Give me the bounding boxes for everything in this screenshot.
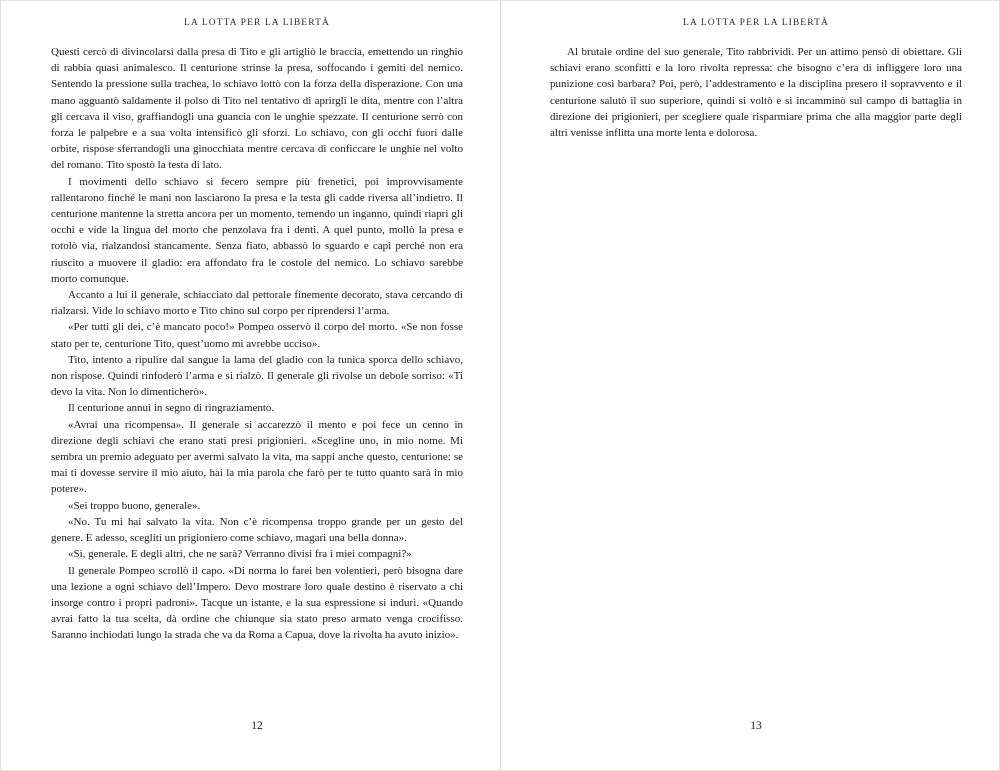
page-text-left	[51, 44, 463, 644]
paragraph: «Sì, generale. E degli altri, che ne sarà? Verranno divisi fra i miei compagni?»	[68, 548, 412, 561]
paragraph: «Avrai una ricompensa». Il generale si accarezzò il mento e poi fece un cenno in direzione degli schiavi che erano stati presi prigionieri. «Scegline uno, in mio nome. Mi sembra un premio adeguato per avermi salvato la vita, ma sappi anche questo, centurione: se mai ti dovesse servire il mio aiuto, hai la mia parola che farò per te tutto quanto sarà in mio potere».	[51, 418, 463, 496]
paragraph: «No. Tu mi hai salvato la vita. Non c’è ricompensa troppo grande per un gesto del genere. E adesso, scegliti un prigioniero come schiavo, magari una bella donna».	[51, 515, 463, 545]
running-header-left: LA LOTTA PER LA LIBERTÀ	[184, 18, 330, 28]
paragraph: Questi cercò di divincolarsi dalla presa di Tito e gli artigliò le braccia, emettendo un ringhio di rabbia quasi animalesco. Il centurione strinse la presa, soffocando i gemiti del nemico. Sentendo la pressione sulla trachea, lo schiavo lottò con la forza della disperazione. Con una mano agguantò saldamente il polso di Tito nel tentativo di aprirgli le dita, mentre con l’altra gli cercava il viso, graffiandogli una guancia con le unghie spezzate. Il centurione serrò con forza le palpebre e a sua volta intensificò gli sforzi. Lo schiavo, con gli occhi fuori dalle orbite, rispose sferrandogli una ginocchiata mentre cercava di conficcare le unghie nel volto del romano. Tito spostò la testa di lato.	[51, 46, 463, 172]
page-left	[1, 1, 500, 770]
paragraph: Tito, intento a ripulire dal sangue la lama del gladio con la tunica sporca dello schiavo, non rispose. Quindi rinfoderò l’arma e si rialzò. Il generale gli rivolse un debole sorriso: «Ti devo la vita. Non lo dimenticherò».	[51, 353, 463, 399]
paragraph: «Sei troppo buono, generale».	[68, 499, 201, 512]
page-right	[500, 1, 999, 770]
paragraph: Il centurione annuì in segno di ringraziamento.	[68, 402, 275, 415]
paragraph: Il generale Pompeo scrollò il capo. «Di norma lo farei ben volentieri, però bisogna dare una lezione a ogni schiavo dell’Impero. Devo mostrare loro quale destino è riservato a chi insorge contro i propri padroni». Tacque un istante, e la sua espressione si indurì. «Quando avrai fatto la tua scelta, dà ordine che chiunque sia stato preso armato venga crocifisso. Saranno inchiodati lungo la strada che va da Roma a Capua, dove la rivolta ha avuto inizio».	[51, 564, 463, 642]
page-number-left: 12	[251, 720, 263, 732]
running-header-right: LA LOTTA PER LA LIBERTÀ	[683, 18, 829, 28]
paragraph: Accanto a lui il generale, schiacciato dal pettorale finemente decorato, stava cercando di rialzarsi. Vide lo schiavo morto e Tito chino sul corpo per riprendersi l’arma.	[51, 289, 463, 318]
paragraph: I movimenti dello schiavo si fecero sempre più frenetici, poi improvvisamente rallentarono finché le mani non lasciarono la presa e la testa gli cadde riversa all’indietro. Il centurione mantenne la stretta ancora per un momento, temendo un inganno, quindi riaprì gli occhi e vide la lingua del morto che penzolava fra i denti. A quel punto, mollò la presa e rotolò via, rialzandosi stancamente. Senza fiato, abbassò lo sguardo e capì perché non era riuscito a muovere il gladio: era affondato fra le costole del nemico. Lo schiavo sarebbe morto comunque.	[51, 175, 463, 285]
page-number-right: 13	[750, 720, 762, 732]
paragraph: «Per tutti gli dei, c’è mancato poco!» Pompeo osservò il corpo del morto. «Se non fosse stato per te, centurione Tito, quest’uomo mi avrebbe ucciso».	[51, 321, 463, 350]
page-text-right	[550, 44, 962, 141]
paragraph: Al brutale ordine del suo generale, Tito rabbrividì. Per un attimo pensò di obiettare. Gli schiavi erano sconfitti e la loro rivolta repressa: che bisogno c’era di infliggere loro una punizione così barbara? Poi, però, l’addestramento e la disciplina presero il sopravvento e il centurione salutò il suo superiore, quindi si voltò e si incamminò sul campo di battaglia in direzione dei prigionieri, per scegliere quale risparmiare prima che alla maggior parte degli altri venisse inflitta una morte lenta e dolorosa.	[550, 46, 962, 140]
